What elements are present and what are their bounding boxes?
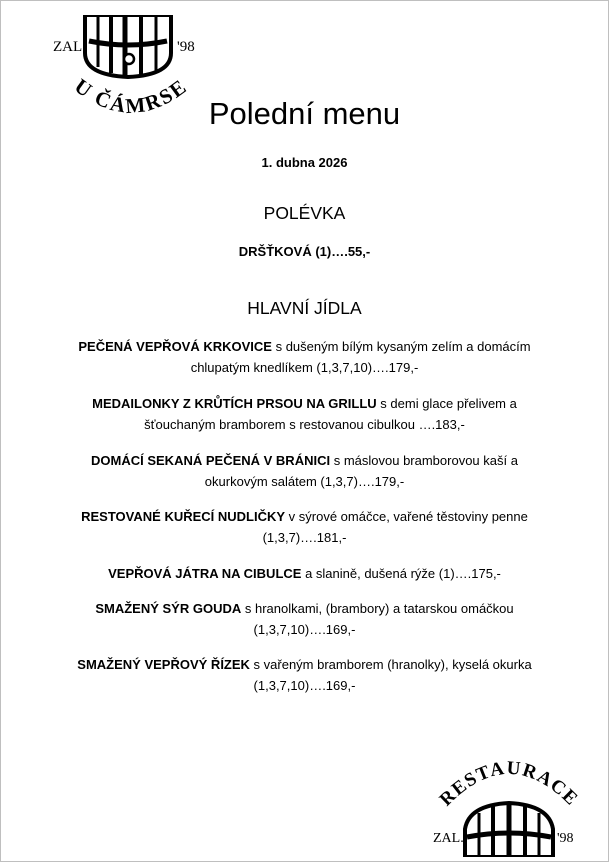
- dish-item: MEDAILONKY Z KRŮTÍCH PRSOU NA GRILLU s demi glace přelivem a šťouchaným bramborem s restovanou cibulkou ….183,-: [92, 396, 517, 432]
- logo-year-left: ZAL.: [433, 831, 464, 846]
- soup-item: DRŠŤKOVÁ (1)….55,-: [238, 244, 371, 259]
- dish-item: DOMÁCÍ SEKANÁ PEČENÁ V BRÁNICI s máslovou bramborovou kaší a okurkovým salátem (1,3,7)….179,-: [91, 453, 518, 489]
- logo-name: U ČÁMRSE: [70, 73, 192, 119]
- logo-year-left: ZAL.: [53, 39, 86, 55]
- page-title: Polední menu: [208, 96, 401, 131]
- logo-year-right: '98: [177, 39, 195, 55]
- barrel-icon: [85, 15, 171, 77]
- soup-heading: POLÉVKA: [263, 203, 346, 223]
- dish-item: SMAŽENÝ SÝR GOUDA s hranolkami, (brambory) a tatarskou omáčkou (1,3,7,10)….169,-: [95, 601, 514, 637]
- dish-item: VEPŘOVÁ JÁTRA NA CIBULCE a slanině, dušená rýže (1)….175,-: [108, 566, 501, 581]
- dish-item: RESTOVANÉ KUŘECÍ NUDLIČKY v sýrové omáčce, vařené těstoviny penne (1,3,7)….181,-: [81, 509, 528, 545]
- dish-item: PEČENÁ VEPŘOVÁ KRKOVICE s dušeným bílým kysaným zelím a domácím chlupatým knedlíkem (1,3,7,10)….179,-: [78, 339, 531, 375]
- dish-item: SMAŽENÝ VEPŘOVÝ ŘÍZEK s vařeným bramborem (hranolky), kyselá okurka (1,3,7,10)….169,-: [77, 657, 532, 693]
- menu-date: 1. dubna 2026: [261, 155, 348, 170]
- barrel-icon: [465, 803, 553, 857]
- restaurant-logo-bottom: [429, 759, 589, 857]
- logo-word: RESTAURACE: [435, 759, 583, 811]
- logo-year-right: '98: [557, 831, 574, 846]
- mains-heading: HLAVNÍ JÍDLA: [247, 298, 362, 318]
